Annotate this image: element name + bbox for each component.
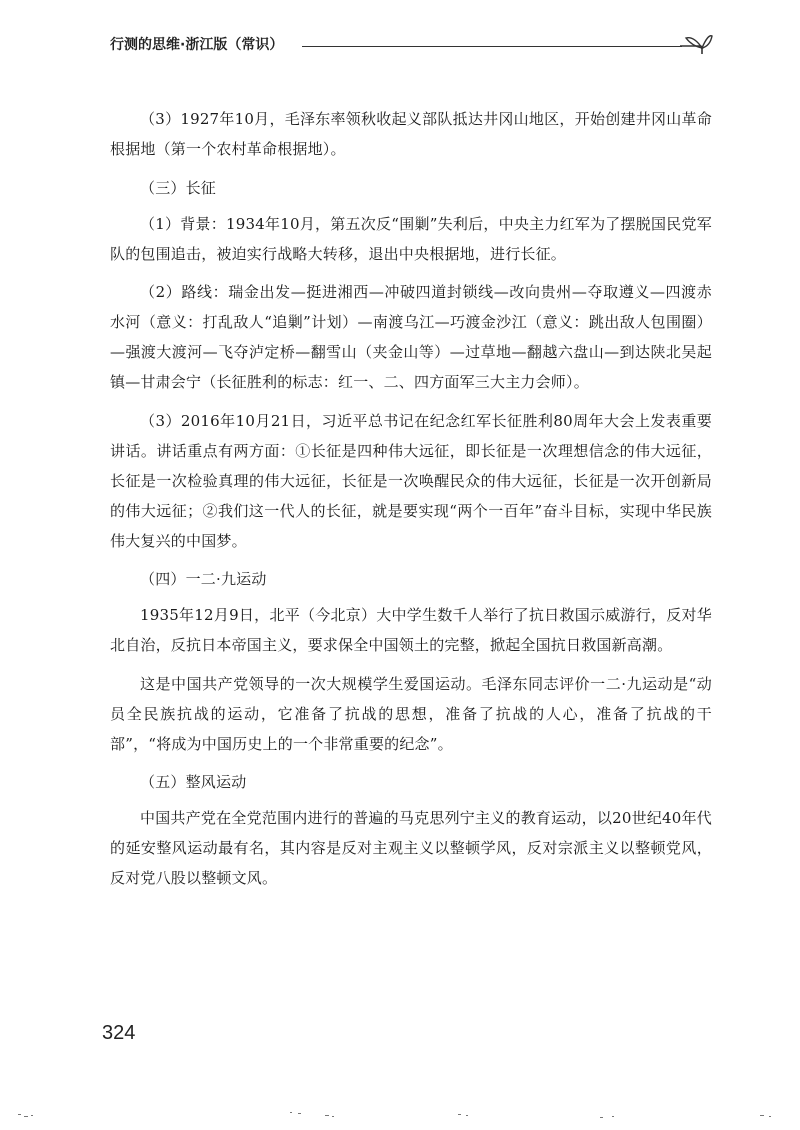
header-title: 行测的思维·浙江版（常识） <box>110 37 284 53</box>
paragraph-long-march-speech: （3）2016年10月21日，习近平总书记在纪念红军长征胜利80周年大会上发表重要讲话。讲话重点有两方面：①长征是四种伟大远征，即长征是一次理想信念的伟大远征，长征是一次检验真理的伟大远征，长征是一次唤醒民众的伟大远征，长征是一次开创新局的伟大远征；②我们这一代人的长征，就是要实现“两个一百年”奋斗目标，实现中华民族伟大复兴的中国梦。 <box>110 411 712 550</box>
paragraph-december-9th-event: 1935年12月9日，北平（今北京）大中学生数千人举行了抗日救国示威游行，反对华北自治，反抗日本帝国主义，要求保全中国领土的完整，掀起全国抗日救国新高潮。 <box>110 606 712 654</box>
header-rule <box>302 46 682 47</box>
sprout-icon <box>678 30 714 60</box>
section-heading-long-march: （三）长征 <box>140 178 217 197</box>
section-heading-december-9th: （四）一二·九运动 <box>140 570 267 588</box>
paragraph-long-march-route: （2）路线：瑞金出发—挺进湘西—冲破四道封锁线—改向贵州—夺取遵义—四渡赤水河（意义：打乱敌人“追剿”计划）—南渡乌江—巧渡金沙江（意义：跳出敌人包围圈）—强渡大渡河—飞夺泸定桥—翻雪山（夹金山等）—过草地—翻越六盘山—到达陕北吴起镇—甘肃会宁（长征胜利的标志：红一、二、四方面军三大主力会师）。 <box>110 283 712 391</box>
paragraph-long-march-background: （1）背景：1934年10月，第五次反“围剿”失利后，中央主力红军为了摆脱国民党军队的包围追击，被迫实行战略大转移，退出中央根据地，进行长征。 <box>110 214 712 263</box>
section-heading-rectification: （五）整风运动 <box>140 773 247 791</box>
paragraph-rectification: 中国共产党在全党范围内进行的普遍的马克思列宁主义的教育运动，以20世纪40年代的延安整风运动最有名，其内容是反对主观主义以整顿学风，反对宗派主义以整顿党风，反对党八股以整顿文风。 <box>110 809 712 887</box>
running-header <box>110 30 710 60</box>
paragraph-december-9th-evaluation: 这是中国共产党领导的一次大规模学生爱国运动。毛泽东同志评价一二·九运动是“动员全民族抗战的运动，它准备了抗战的思想，准备了抗战的人心，准备了抗战的干部”，“将成为中国历史上的一个非常重要的纪念”。 <box>110 674 712 753</box>
paragraph-jinggangshan: （3）1927年10月，毛泽东率领秋收起义部队抵达井冈山地区，开始创建井冈山革命根据地（第一个农村革命根据地）。 <box>110 110 712 158</box>
scan-noise <box>0 1100 800 1130</box>
page-body <box>110 104 712 902</box>
page-number: 324 <box>102 1022 136 1044</box>
